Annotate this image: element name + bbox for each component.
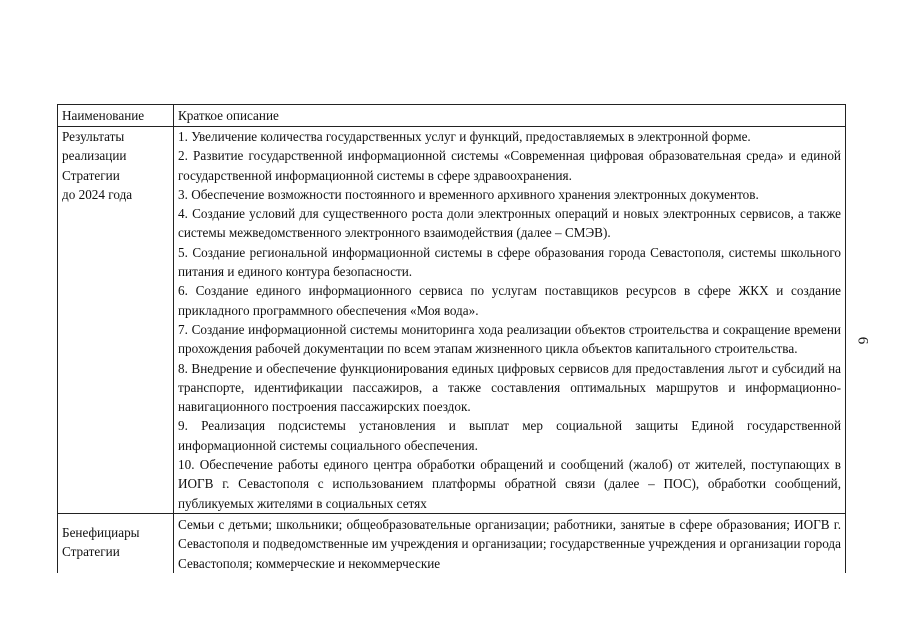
- result-item: 3. Обеспечение возможности постоянного и временного архивного хранения электронных документов.: [178, 186, 759, 202]
- strategy-table: [57, 104, 846, 573]
- table-header-row: [58, 105, 846, 127]
- result-item: 5. Создание региональной информационной системы в сфере образования города Севастополя, системы школьного питания и единого контура безопасности.: [178, 244, 841, 280]
- beneficiaries-row: [58, 513, 846, 572]
- beneficiaries-label-cell: [58, 513, 174, 572]
- results-label-line: Результаты: [62, 129, 125, 144]
- beneficiaries-description-cell: [174, 513, 846, 572]
- results-description-cell: [174, 127, 846, 514]
- results-label-line: реализации: [62, 148, 127, 164]
- result-item: 8. Внедрение и обеспечение функционирования единых цифровых сервисов для предоставления льгот и субсидий на транспорте, идентификации пассажиров, а также составления оптимальных маршрутов и информационно-навигационного построения пассажирских поездок.: [178, 360, 841, 415]
- results-label-line: Стратегии: [62, 167, 120, 183]
- result-item: 1. Увеличение количества государственных услуг и функций, предоставляемых в электронной форме.: [178, 129, 751, 144]
- result-item: 10. Обеспечение работы единого центра обработки обращений и сообщений (жалоб) от жителей, поступающих в ИОГВ г. Севастополя с использованием платформы обратной связи (далее – ПОС), обработки сообщений, публикуемых жителями в социальных сетях: [178, 457, 841, 511]
- result-item: 7. Создание информационной системы мониторинга хода реализации объектов строительства и сокращение времени прохождения рабочей документации по всем этапам жизненного цикла объектов капитального строительства.: [178, 321, 841, 357]
- page-number: 6: [854, 336, 871, 345]
- result-item: 6. Создание единого информационного сервиса по услугам поставщиков ресурсов в сфере ЖКХ и создание прикладного программного обеспечения «Моя вода».: [178, 283, 841, 318]
- results-row: [58, 127, 846, 514]
- beneficiaries-label-line: Бенефициары: [62, 524, 140, 540]
- result-item: 4. Создание условий для существенного роста доли электронных операций и новых электронных сервисов, а также системы межведомственного электронного взаимодействия (далее – СМЭВ).: [178, 206, 841, 241]
- header-description-cell: Краткое описание: [174, 105, 846, 127]
- beneficiaries-label-line: Стратегии: [62, 544, 120, 560]
- result-item: 2. Развитие государственной информационной системы «Современная цифровая образовательная среда» и единой государственной информационной системы в сфере здравоохранения.: [178, 148, 841, 183]
- results-label-cell: [58, 127, 174, 514]
- beneficiaries-text: Семьи с детьми; школьники; общеобразовательные организации; работники, занятые в сфере образования; ИОГВ г. Севастополя и подведомственные им учреждения и организации; государственные учреждения и организации города Севастополя; коммерческие и некоммерческие: [178, 516, 841, 571]
- result-item: 9. Реализация подсистемы установления и выплат мер социальной защиты Единой государственной информационной системы социального обеспечения.: [178, 418, 841, 453]
- results-label-line: до 2024 года: [62, 186, 133, 202]
- header-name-cell: Наименование: [58, 105, 174, 127]
